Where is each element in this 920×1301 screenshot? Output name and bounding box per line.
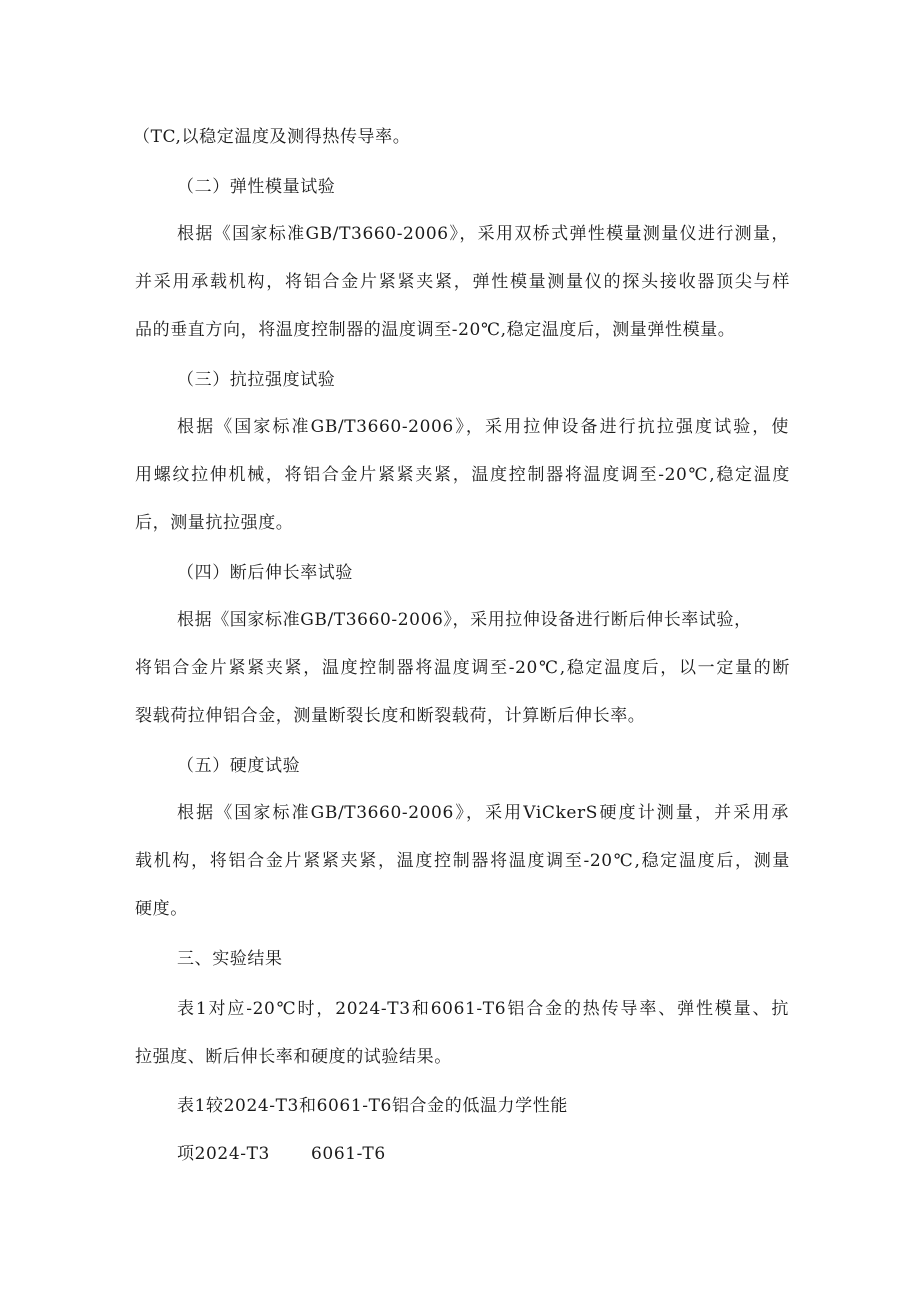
paragraph-tensile-line-1: 根据《国家标准GB/T3660-2006》，采用拉伸设备进行抗拉强度试验，使 [177,417,789,437]
paragraph-hardness-line-1: 根据《国家标准GB/T3660-2006》，采用ViCkerS硬度计测量，并采用承 [177,803,789,823]
table-header-cell-2024-t3: 项2024-T3 [177,1144,270,1164]
paragraph-results-line-1: 表1对应-20℃时，2024-T3和6061-T6铝合金的热传导率、弹性模量、抗 [177,999,789,1019]
table-header-cell-6061-t6: 6061-T6 [311,1144,386,1164]
paragraph-elongation-line-2: 将铝合金片紧紧夹紧，温度控制器将温度调至-20℃,稳定温度后，以一定量的断 [135,658,790,678]
text-line-continuation: （TC,以稳定温度及测得热传导率。 [133,127,411,147]
paragraph-results-line-2: 拉强度、断后伸长率和硬度的试验结果。 [135,1047,452,1067]
table-caption: 表1较2024-T3和6061-T6铝合金的低温力学性能 [177,1096,568,1116]
paragraph-elongation-line-3: 裂载荷拉伸铝合金，测量断裂长度和断裂载荷，计算断后伸长率。 [135,706,646,726]
section-heading-tensile-strength: （三）抗拉强度试验 [177,370,336,390]
paragraph-elastic-line-3: 品的垂直方向，将温度控制器的温度调至-20℃,稳定温度后，测量弹性模量。 [135,320,736,340]
section-heading-hardness: （五）硬度试验 [177,756,301,776]
section-heading-results: 三、实验结果 [177,949,283,969]
paragraph-elastic-line-1: 根据《国家标准GB/T3660-2006》，采用双桥式弹性模量测量仪进行测量， [177,224,789,244]
paragraph-elongation-line-1: 根据《国家标准GB/T3660-2006》，采用拉伸设备进行断后伸长率试验， [177,610,752,630]
paragraph-hardness-line-2: 载机构，将铝合金片紧紧夹紧，温度控制器将温度调至-20℃,稳定温度后，测量 [135,851,790,871]
section-heading-elastic-modulus: （二）弹性模量试验 [177,177,336,197]
paragraph-tensile-line-2: 用螺纹拉伸机械，将铝合金片紧紧夹紧，温度控制器将温度调至-20℃,稳定温度 [135,465,790,485]
paragraph-tensile-line-3: 后，测量抗拉强度。 [135,513,294,533]
paragraph-hardness-line-3: 硬度。 [135,899,188,919]
section-heading-elongation: （四）断后伸长率试验 [177,563,353,583]
paragraph-elastic-line-2: 并采用承载机构，将铝合金片紧紧夹紧，弹性模量测量仪的探头接收器顶尖与样 [135,272,790,292]
table-header-row [177,1142,386,1166]
